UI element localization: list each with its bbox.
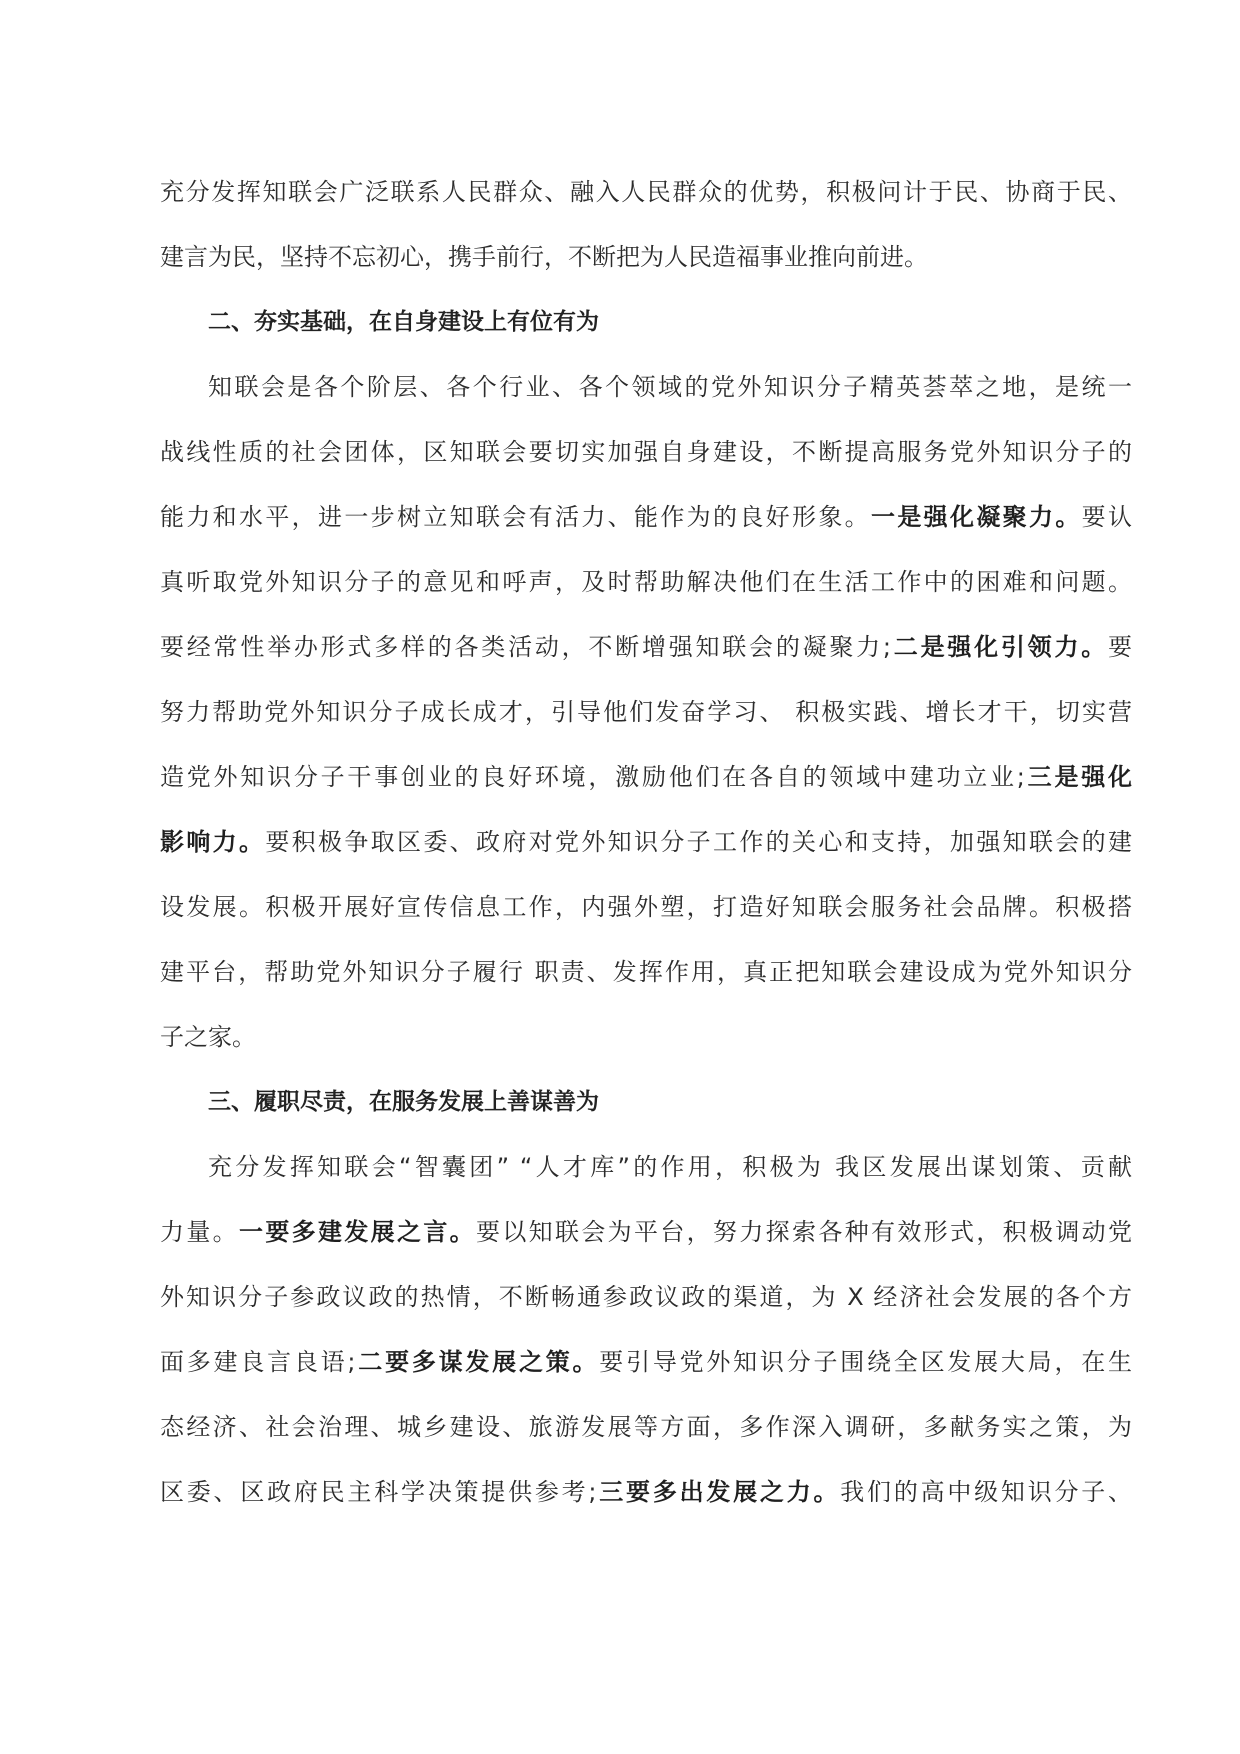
text-line: 态经济、社会治理、城乡建设、旅游发展等方面，多作深入调研，多献务实之策，为 (160, 1413, 1132, 1441)
text-line: 充分发挥知联会“智囊团” “人才库”的作用，积极为 我区发展出谋划策、贡献 (208, 1153, 1132, 1181)
text-line: 充分发挥知联会广泛联系人民群众、融入人民群众的优势，积极问计于民、协商于民、 (160, 178, 1132, 206)
text-line: 影响力。要积极争取区委、政府对党外知识分子工作的关心和支持，加强知联会的建 (160, 828, 1133, 856)
bold-key-point: 一要多建发展之言。 (239, 1218, 476, 1246)
bold-key-point: 影响力。 (160, 828, 266, 856)
bold-key-point: 二是强化引领力。 (891, 633, 1108, 661)
text-line: 努力帮助党外知识分子成长成才，引导他们发奋学习、 积极实践、增长才干，切实营 (160, 698, 1132, 726)
bold-key-point: 一是强化凝聚力。 (871, 503, 1082, 531)
text-line: 力量。一要多建发展之言。要以知联会为平台，努力探索各种有效形式，积极调动党 (160, 1218, 1132, 1246)
text-line: 子之家。 (160, 1023, 256, 1051)
text-line: 区委、区政府民主科学决策提供参考;三要多出发展之力。我们的高中级知识分子、 (160, 1478, 1133, 1506)
text-line: 知联会是各个阶层、各个行业、各个领域的党外知识分子精英荟萃之地，是统一 (208, 373, 1132, 401)
text-line: 设发展。积极开展好宣传信息工作，内强外塑，打造好知联会服务社会品牌。积极搭 (160, 893, 1132, 921)
text-line: 能力和水平，进一步树立知联会有活力、能作为的良好形象。一是强化凝聚力。要认 (160, 503, 1133, 531)
text-line: 建言为民，坚持不忘初心，携手前行，不断把为人民造福事业推向前进。 (160, 243, 928, 271)
text-line: 建平台，帮助党外知识分子履行 职责、发挥作用，真正把知联会建设成为党外知识分 (160, 958, 1132, 986)
section-heading: 三、履职尽责，在服务发展上善谋善为 (208, 1089, 599, 1115)
text-line: 真听取党外知识分子的意见和呼声，及时帮助解决他们在生活工作中的困难和问题。 (160, 568, 1132, 596)
bold-key-point: 三是强化 (1024, 763, 1132, 791)
section-heading: 二、夯实基础，在自身建设上有位有为 (208, 309, 599, 335)
bold-key-point: 二要多谋发展之策。 (355, 1348, 600, 1376)
bold-key-point: 三要多出发展之力。 (596, 1478, 841, 1506)
text-line: 要经常性举办形式多样的各类活动，不断增强知联会的凝聚力;二是强化引领力。要 (160, 633, 1132, 661)
text-line: 面多建良言良语;二要多谋发展之策。要引导党外知识分子围绕全区发展大局，在生 (160, 1348, 1133, 1376)
text-line: 战线性质的社会团体，区知联会要切实加强自身建设，不断提高服务党外知识分子的 (160, 438, 1132, 466)
text-line: 造党外知识分子干事创业的良好环境，激励他们在各自的领域中建功立业;三是强化 (160, 763, 1132, 791)
text-line: 外知识分子参政议政的热情，不断畅通参政议政的渠道，为 X 经济社会发展的各个方 (160, 1283, 1132, 1311)
